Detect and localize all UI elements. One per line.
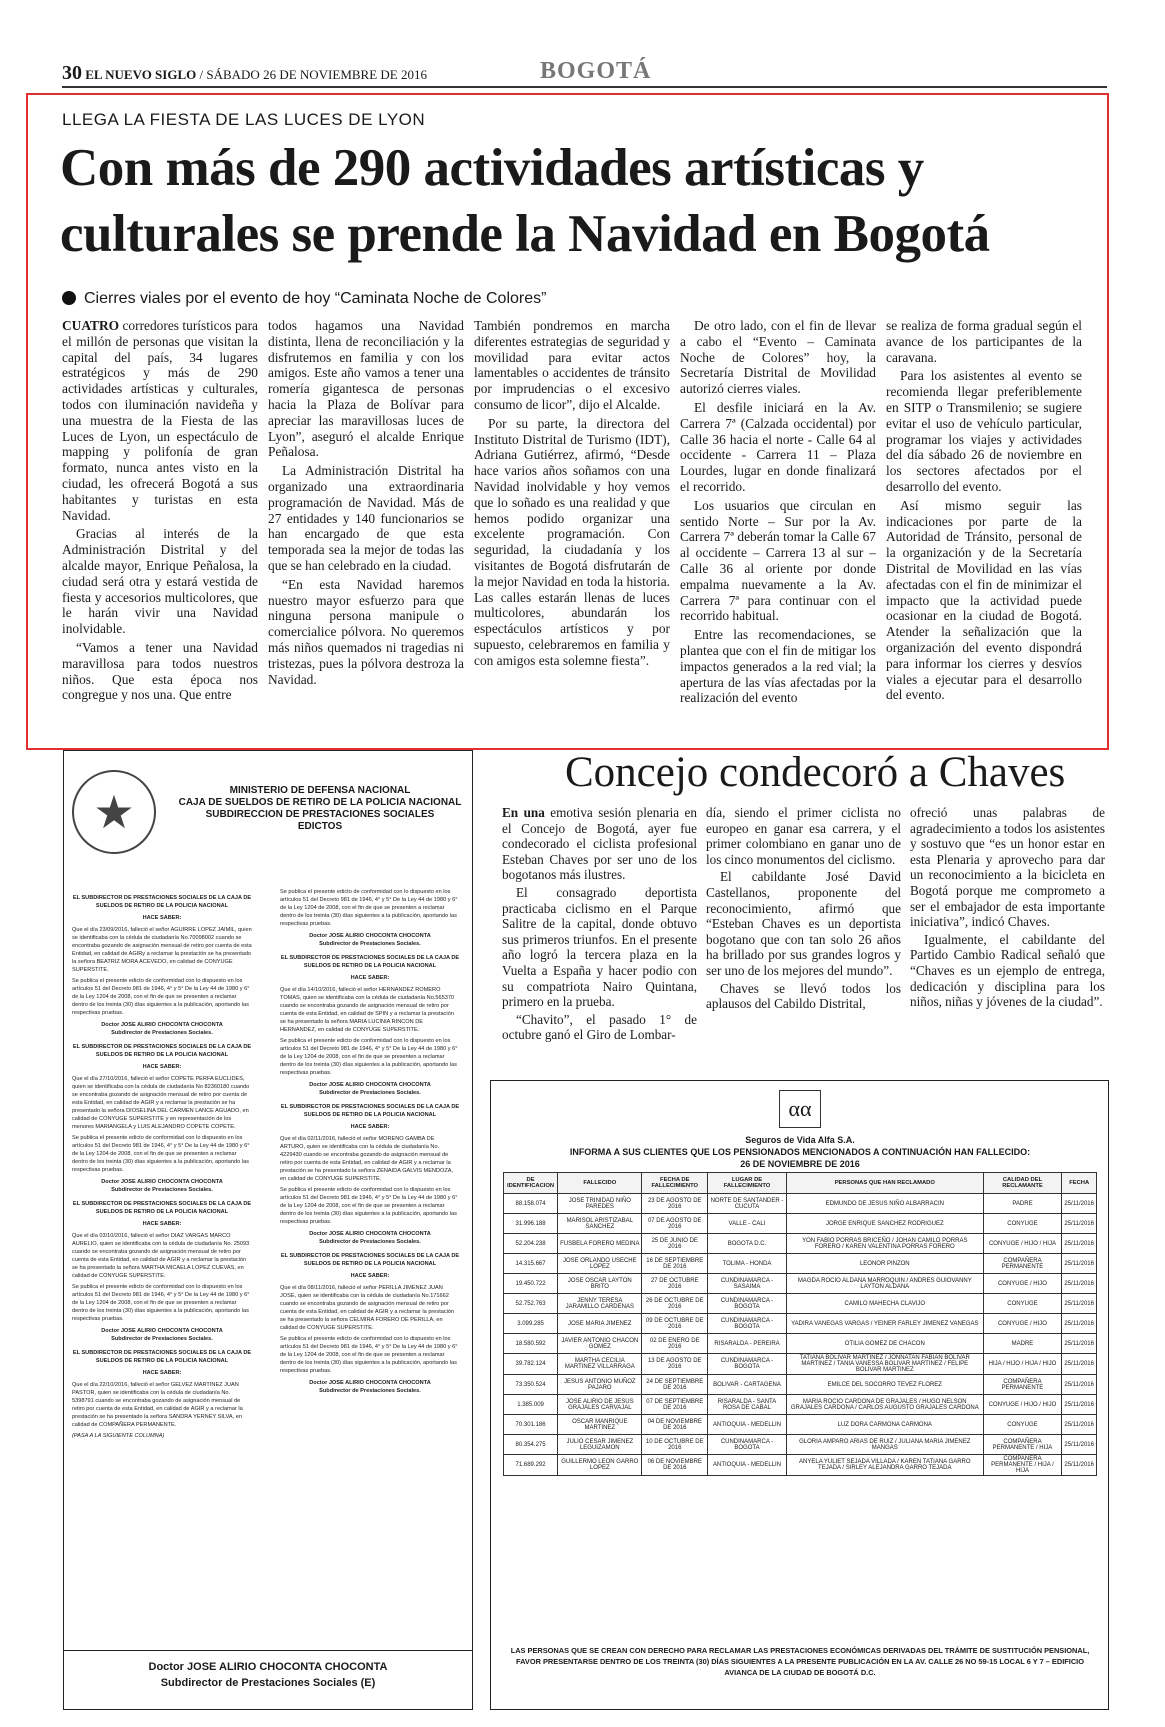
police-seal-icon: ★ — [72, 770, 156, 854]
table-cell: 25/11/2016 — [1062, 1194, 1097, 1214]
table-cell: CONYUGE / HIJO — [983, 1274, 1062, 1294]
table-cell: 25/11/2016 — [1062, 1214, 1097, 1234]
table-cell: 27 DE OCTUBRE 2016 — [642, 1274, 708, 1294]
table-cell: 3.099.285 — [504, 1314, 558, 1334]
table-cell: 71.689.292 — [504, 1455, 558, 1476]
table-cell: 25/11/2016 — [1062, 1254, 1097, 1274]
page-number: 30 — [62, 62, 82, 84]
edict-notice: Que el día 03/10/2016, falleció el señor DIAZ VARGAS MARCO AURELIO, quien se identificaba con la cédula de ciudadanía No. 25093 cuando se encontraba gozando de asignación mensual de retiro por cuenta de esta Entidad, en calidad de AGIR y a reclamar la prestación se ha presentado la señora MARTHA MICAELA LOPEZ CUEVAS, en calidad de CONYUGE SUPERSTITE. — [72, 1233, 250, 1279]
table-cell: JOSE MARIA JIMENEZ — [558, 1314, 642, 1334]
table-cell: CONYUGE / HIJO / HIJO — [983, 1395, 1062, 1415]
article-paragraph: De otro lado, con el fin de llevar a cabo el “Evento – Caminata Noche de Colores” hoy, la Secretaría Distrital de Movilidad autorizó cierres viales. — [680, 318, 876, 397]
table-cell: CONYUGE — [983, 1294, 1062, 1314]
table-cell: BOLIVAR - CARTAGENA — [708, 1375, 787, 1395]
table-row — [504, 1435, 1097, 1455]
table-cell: 24 DE SEPTIEMBRE DE 2016 — [642, 1375, 708, 1395]
masthead: EL NUEVO SIGLO — [85, 67, 197, 82]
table-cell: 25/11/2016 — [1062, 1234, 1097, 1254]
article-paragraph: Chaves se llevó todos los aplausos del Cabildo Distrital, — [706, 980, 901, 1012]
table-cell: 16 DE SEPTIEMBRE DE 2016 — [642, 1254, 708, 1274]
table-cell: 04 DE NOVIEMBRE DE 2016 — [642, 1415, 708, 1435]
article-kicker: LLEGA LA FIESTA DE LAS LUCES DE LYON — [62, 110, 426, 129]
edict-legal-text: Se publica el presente edicto de conformidad con lo dispuesto en los artículos 51 del Decreto 981 de 1946, 4° y 5° De la Ley 44 de 1980 y 6° de la Ley 1204 de 2008, con el fin de que se presenten a reclamar dentro de los treinta (30) días siguientes a la publicación, aportando las respectivas pruebas. — [280, 889, 458, 927]
table-cell: 13 DE AGOSTO DE 2016 — [642, 1354, 708, 1375]
table-header-cell: DE IDENTIFICACION — [504, 1173, 558, 1194]
article-paragraph: se realiza de forma gradual según el avance de los participantes de la caravana. — [886, 318, 1082, 365]
table-cell: RISARALDA - SANTA ROSA DE CABAL — [708, 1395, 787, 1415]
table-cell: 18.580.592 — [504, 1334, 558, 1354]
article-column-3 — [474, 318, 670, 672]
table-cell: 25/11/2016 — [1062, 1455, 1097, 1476]
next-column-note: (PASA A LA SIGUIENTE COLUMNA) — [72, 1433, 165, 1439]
insurance-header — [500, 1134, 1100, 1170]
table-cell: 25 DE JUNIO DE 2016 — [642, 1234, 708, 1254]
article-paragraph: Igualmente, el cabildante del Partido Cambio Radical señaló que “Chaves es un ejemplo de entrega, dedicación y disciplina para los niños, niñas y jóvenes de la ciudad”. — [910, 931, 1105, 1010]
table-row — [504, 1214, 1097, 1234]
table-cell: MARTHA CECILIA MARTINEZ VILLARRAGA — [558, 1354, 642, 1375]
table-row — [504, 1395, 1097, 1415]
edict-legal-text: Se publica el presente edicto de conformidad con lo dispuesto en los artículos 51 del Decreto 981 de 1946, 4° y 5° De la Ley 44 de 1980 y 6° de la Ley 1204 de 2008, con el fin de que se presenten a reclamar dentro de los treinta (30) días siguientes a la publicación, aportando las respectivas pruebas. — [72, 978, 250, 1016]
edict-notice: Que el día 27/10/2016, falleció el señor COPETE PERFA EUCLIDES, quien se identificaba con la cédula de ciudadanía No 82360180 cuando se encontraba gozando de asignación mensual de retiro por cuenta de esta Entidad, en calidad de AGIR y a reclamar la prestación se ha presentado la señora DIOSELINA DEL CARMEN LANCE AGUADO, en calidad de CONYUGE SUPERSTITE y en representación de los menores MARIANGELA y LUIS ALEJANDRO COPETE COPETE. — [72, 1076, 250, 1130]
article-paragraph: Los usuarios que circulan en sentido Norte – Sur por la Av. Carrera 7ª deberán tomar la Calle 67 al occidente – Carrera 13 al sur – Calle 36 al oriente por donde empalma nuevamente a la Av. Carrera 7ª para continuar con el recorrido habitual. — [680, 497, 876, 624]
table-cell: FUSBELA FORERO MEDINA — [558, 1234, 642, 1254]
insurance-company: Seguros de Vida Alfa S.A. — [745, 1135, 855, 1145]
table-cell: CONYUGE / HIJO / HIJA — [983, 1234, 1062, 1254]
section-title: BOGOTÁ — [540, 58, 652, 84]
table-cell: 19.450.722 — [504, 1274, 558, 1294]
article-paragraph: “Vamos a tener una Navidad maravillosa para todos nuestros niños. Que esta época nos congregue y nos una. Que entre — [62, 639, 258, 703]
article-column-5 — [886, 318, 1082, 706]
table-cell: 23 DE AGOSTO DE 2016 — [642, 1194, 708, 1214]
table-cell: 26 DE OCTUBRE DE 2016 — [642, 1294, 708, 1314]
table-cell: 25/11/2016 — [1062, 1314, 1097, 1334]
table-cell: JAVIER ANTONIO CHACON GOMEZ — [558, 1334, 642, 1354]
table-cell: EMILCE DEL SOCORRO TEVEZ FLOREZ — [786, 1375, 983, 1395]
table-cell: JULIO CESAR JIMENEZ LEGUIZAMON — [558, 1435, 642, 1455]
table-cell: 14.315.667 — [504, 1254, 558, 1274]
table-cell: JOSE OSCAR LAYTON BRITO — [558, 1274, 642, 1294]
table-cell: 80.354.275 — [504, 1435, 558, 1455]
edicts-signature: Doctor JOSE ALIRIO CHOCONTA CHOCONTA Subdirector de Prestaciones Sociales (E) — [64, 1650, 472, 1691]
table-cell: CONYUGE / HIJO — [983, 1314, 1062, 1334]
table-row — [504, 1254, 1097, 1274]
table-cell: CUNDINAMARCA - SASAIMA — [708, 1274, 787, 1294]
edicts-column-right: Se publica el presente edicto de conformidad con lo dispuesto en los artículos 51 del Decreto 981 de 1946, 4° y 5° De la Ley 44 de 1980 y 6° de la Ley 1204 de 2008, con el fin de que se presenten a reclamar dentro de los treinta (30) días siguientes a la publicación, aportando las respectivas pruebas. Doctor JOSE ALIRIO CHOCONTA CHOCONTA Subdirector de Prestaciones Sociales. EL SUBDIRECTOR DE PRESTACIONES SOCIALES DE LA CAJA DE SUELDOS DE RETIRO DE LA POLICIA NACIONAL HACE SABER: Que el día 14/10/2016, falleció el señor HERNANDEZ ROMERO TOMAS, quien se identificaba con la cédula de ciudadanía No.565370 cuando se encontraba gozando de asignación mensual de retiro por cuenta de esta Entidad, en calidad de SPIN y a reclamar la prestación se ha presentado la señora MARIA LUCINIA RINCON DE HERNANDEZ, en calidad de CONYUGE SUPERSTITE. Se publica el presente edicto de conformidad con lo dispuesto en los artículos 51 del Decreto 981 de 1946, 4° y 5° De la Ley 44 de 1980 y 6° de la Ley 1204 de 2008, con el fin de que se presenten a reclamar dentro de los treinta (30) días siguientes a la publicación, aportando las respectivas pruebas. Doctor JOSE ALIRIO CHOCONTA CHOCONTA Subdirector de Prestaciones Sociales. EL SUBDIRECTOR DE PRESTACIONES SOCIALES DE LA CAJA DE SUELDOS DE RETIRO DE LA POLICIA NACIONAL HACE SABER: Que el día 02/11/2016, falleció el señor MORENO GAMBA DE ARTURO, quien se identificaba con la cédula de ciudadanía No. 4229430 cuando se encontraba gozando de asignación mensual de retiro por cuenta de esta Entidad, en calidad de AGIR y a reclamar la prestación se ha presentado la señora ZENAIDA GALVIS MENDOZA, en calidad de CONYUGE SUPERSTITE. Se publica el presente edicto de conformidad con lo dispuesto en los artículos 51 del Decreto 981 de 1946, 4° y 5° De la Ley 44 de 1980 y 6° de la Ley 1204 de 2008, con el fin de que se presenten a reclamar dentro de los treinta (30) días siguientes a la publicación, aportando las respectivas pruebas. Doctor JOSE ALIRIO CHOCONTA CHOCONTA Subdirector de Prestaciones Sociales. EL SUBDIRECTOR DE PRESTACIONES SOCIALES DE LA CAJA DE SUELDOS DE RETIRO DE LA POLICIA NACIONAL HACE SABER: Que el día 08/11/2016, falleció el señor PERILLA JIMENEZ JUAN JOSE, quien se identificaba con la cédula de ciudadanía No.171662 cuando se encontraba gozando de asignación mensual de retiro por cuenta de esta Entidad, en calidad de AGIR y a reclamar la prestación se ha presentado la señora CELMIRA FORERO DE PERILLA, en calidad de CONYUGE SUPERSTITE. Se publica el presente edicto de conformidad con lo dispuesto en los artículos 51 del Decreto 981 de 1946, 4° y 5° De la Ley 44 de 1980 y 6° de la Ley 1204 de 2008, con el fin de que se presenten a reclamar dentro de los treinta (30) días siguientes a la publicación, aportando las respectivas pruebas. Doctor JOSE ALIRIO CHOCONTA CHOCONTA Subdirector de Prestaciones Sociales. — [280, 889, 460, 1394]
table-cell: 88.158.074 — [504, 1194, 558, 1214]
article-paragraph: todos hagamos una Navidad distinta, llena de reconciliación y la disfrutemos en familia y con los amigos. Este año vamos a tener una romería gigantesca de personas hacia la Plaza de Bolívar para apreciar las maravillosas luces de Lyon”, aseguró el alcalde Enrique Peñalosa. — [268, 318, 464, 460]
article-paragraph: ofreció unas palabras de agradecimiento a todos los asistentes y sostuvo que “es un honor estar en esta Plenaria y aprovecho para dar un reconocimiento a la bicicleta en Bogotá porque me comprometo a ser el embajador de esta importante iniciativa”, indicó Chaves. — [910, 805, 1105, 930]
edict-legal-text: Se publica el presente edicto de conformidad con lo dispuesto en los artículos 51 del Decreto 981 de 1946, 4° y 5° De la Ley 44 de 1980 y 6° de la Ley 1204 de 2008, con el fin de que se presenten a reclamar dentro de los treinta (30) días siguientes a la publicación, aportando las respectivas pruebas. — [280, 1336, 458, 1374]
table-cell: 31.996.188 — [504, 1214, 558, 1234]
table-cell: MADRE — [983, 1334, 1062, 1354]
table-row — [504, 1455, 1097, 1476]
table-header-cell: CALIDAD DEL RECLAMANTE — [983, 1173, 1062, 1194]
table-header-cell: PERSONAS QUE HAN RECLAMADO — [786, 1173, 983, 1194]
table-cell: NORTE DE SANTANDER - CUCUTA — [708, 1194, 787, 1214]
table-cell: 25/11/2016 — [1062, 1354, 1097, 1375]
chaves-column-1 — [502, 805, 697, 1045]
table-cell: COMPAÑERA PERMANENTE / HIJA / HIJA — [983, 1455, 1062, 1476]
table-cell: CONYUGE — [983, 1415, 1062, 1435]
table-cell: 09 DE OCTUBRE DE 2016 — [642, 1314, 708, 1334]
table-row — [504, 1274, 1097, 1294]
table-cell: 70.301.186 — [504, 1415, 558, 1435]
article-paragraph: El cabildante José David Castellanos, proponente del reconocimiento, afirmó que “Esteban Chaves es un deportista bogotano que con tan solo 26 años ha brillado por sus grandes logros y ser uno de los mejores del mundo”. — [706, 869, 901, 978]
table-cell: 02 DE ENERO DE 2016 — [642, 1334, 708, 1354]
edict-notice: Que el día 14/10/2016, falleció el señor HERNANDEZ ROMERO TOMAS, quien se identificaba con la cédula de ciudadanía No.565370 cuando se encontraba gozando de asignación mensual de retiro por cuenta de esta Entidad, en calidad de SPIN y a reclamar la prestación se ha presentado la señora MARIA LUCINIA RINCON DE HERNANDEZ, en calidad de CONYUGE SUPERSTITE. — [280, 987, 455, 1033]
article-paragraph: También pondremos en marcha diferentes estrategias de seguridad y movilidad para evitar actos lamentables o accidentes de tránsito por imprudencias o el excesivo consumo de licor”, dijo el Alcalde. — [474, 318, 670, 412]
table-cell: LEONOR PINZON — [786, 1254, 983, 1274]
table-row — [504, 1354, 1097, 1375]
table-cell: ANTIOQUIA - MEDELLIN — [708, 1415, 787, 1435]
table-cell: 25/11/2016 — [1062, 1334, 1097, 1354]
insurance-footer: LAS PERSONAS QUE SE CREAN CON DERECHO PARA RECLAMAR LAS PRESTACIONES ECONÓMICAS DERIVADAS DEL TRÁMITE DE SUSTITUCIÓN PENSIONAL, FAVOR PRESENTARSE DENTRO DE LOS TREINTA (30) DÍAS SIGUIENTES A LA PRESENTE PUBLICACIÓN EN LA AV. CALLE 26 NO 59-15 LOCAL 6 Y 7 – EDIFICIO AVIANCA DE LA CIUDAD DE BOGOTÁ D.C. — [510, 1646, 1090, 1677]
table-cell: JOSE ALIRIO DE JESUS GRAJALES CARVAJAL — [558, 1395, 642, 1415]
table-header-cell: FECHA DE FALLECIMIENTO — [642, 1173, 708, 1194]
article-paragraph: Para los asistentes al evento se recomienda llegar preferiblemente en SITP o Transmilenio; se sugiere evitar el uso de vehículo particular, programar los viajes y actividades del día sábado 26 de noviembre en los sectores afectados por el desarrollo del evento. — [886, 368, 1082, 494]
table-cell: YON FABIO PORRAS BRICEÑO / JOHAN CAMILO PORRAS FORERO / KAREN VALENTINA PORRAS FORERO — [786, 1234, 983, 1254]
table-row — [504, 1334, 1097, 1354]
table-cell: 25/11/2016 — [1062, 1415, 1097, 1435]
table-cell: 07 DE AGOSTO DE 2016 — [642, 1214, 708, 1234]
edict-legal-text: Se publica el presente edicto de conformidad con lo dispuesto en los artículos 51 del Decreto 981 de 1946, 4° y 5° De la Ley 44 de 1980 y 6° de la Ley 1204 de 2008, con el fin de que se presenten a reclamar dentro de los treinta (30) días siguientes a la publicación, aportando las respectivas pruebas. — [72, 1284, 250, 1322]
table-cell: OSCAR MANRIQUE MARTINEZ — [558, 1415, 642, 1435]
table-row — [504, 1314, 1097, 1334]
edict-legal-text: Se publica el presente edicto de conformidad con lo dispuesto en los artículos 51 del Decreto 981 de 1946, 4° y 5° De la Ley 44 de 1980 y 6° de la Ley 1204 de 2008, con el fin de que se presenten a reclamar dentro de los treinta (30) días siguientes a la publicación, aportando las respectivas pruebas. — [280, 1187, 458, 1225]
table-cell: LUZ DORA CARMONA CARMONA — [786, 1415, 983, 1435]
table-cell: 25/11/2016 — [1062, 1294, 1097, 1314]
article-paragraph: “En esta Navidad haremos nuestro mayor esfuerzo para que ninguna persona manipule o comercialice pólvora. No queremos más niños quemados ni tragedias ni tristezas, pues la pólvora destroza la Navidad. — [268, 576, 464, 687]
table-cell: 1.385.009 — [504, 1395, 558, 1415]
table-cell: MARISOL ARISTIZABAL SANCHEZ — [558, 1214, 642, 1234]
table-cell: 25/11/2016 — [1062, 1435, 1097, 1455]
table-cell: PADRE — [983, 1194, 1062, 1214]
table-cell: GUILLERMO LEON GARRO LOPEZ — [558, 1455, 642, 1476]
page-folio — [62, 62, 427, 85]
table-row — [504, 1294, 1097, 1314]
lead-word: CUATRO — [62, 318, 120, 333]
table-cell: GLORIA AMPARO ARIAS DE RUIZ / JULIANA MARIA JIMENEZ MANGAS — [786, 1435, 983, 1455]
article-column-2 — [268, 318, 464, 690]
table-cell: CUNDINAMARCA - BOGOTA — [708, 1294, 787, 1314]
table-row — [504, 1234, 1097, 1254]
table-cell: 73.350.524 — [504, 1375, 558, 1395]
table-row — [504, 1194, 1097, 1214]
article-paragraph: CUATRO corredores turísticos para el millón de personas que visitan la capital del país, 34 lugares estratégicos y más de 290 actividades artísticas y culturales, todos con iluminación navideña y una muestra de la Fiesta de las Luces de Lyon, un espectáculo de mapping y polifonía de gran formato, nunca antes visto en la ciudad, les ofrecerá Bogotá a sus habitantes y turistas en esta Navidad. — [62, 318, 258, 523]
table-cell: 25/11/2016 — [1062, 1395, 1097, 1415]
article-paragraph: Por su parte, la directora del Instituto Distrital de Turismo (IDT), Adriana Gutiérrez, afirmó, “Desde hace varios años soñamos con una Navidad inolvidable y hoy vemos que lo soñado es una realidad y que hemos podido organizar una excelente programación. Con seguridad, la ciudadanía y los visitantes de Bogotá disfrutarán de la mejor Navidad en toda la historia. Las calles estarán llenas de luces multicolores, abundarán los espectáculos artísticos y por supuesto, celebraremos en familia y con amigos esta solemne fiesta”. — [474, 415, 670, 668]
table-header-cell: FALLECIDO — [558, 1173, 642, 1194]
table-cell: 10 DE OCTUBRE DE 2016 — [642, 1435, 708, 1455]
bullet-icon — [62, 291, 76, 305]
table-cell: OTILIA GOMEZ DE CHACON — [786, 1334, 983, 1354]
table-cell: TATIANA BOLIVAR MARTINEZ / JONNATAN FABIAN BOLIVAR MARTINEZ / TANIA VANESSA BOLIVAR MARTINEZ / FELIPE BOLIVAR MARTINEZ — [786, 1354, 983, 1375]
table-cell: VALLE - CALI — [708, 1214, 787, 1234]
edict-notice: Que el día 02/11/2016, falleció el señor MORENO GAMBA DE ARTURO, quien se identificaba con la cédula de ciudadanía No. 4229430 cuando se encontraba gozando de asignación mensual de retiro por cuenta de esta Entidad, en calidad de AGIR y a reclamar la prestación se ha presentado la señora ZENAIDA GALVIS MENDOZA, en calidad de CONYUGE SUPERSTITE. — [280, 1136, 454, 1182]
article-column-1 — [62, 318, 258, 706]
article-paragraph: El consagrado deportista practicaba ciclismo en el Parque Salitre de la capital, donde obtuvo sus primeros triunfos. En el presente año logró la tercera plaza en la Vuelta a España y hacer podio con su compatriota Nairo Quintana, primero en la prueba. — [502, 884, 697, 1010]
article-headline: Con más de 290 actividades artísticas y culturales se prende la Navidad en Bogotá — [60, 139, 990, 263]
table-cell: CUNDINAMARCA - BOGOTA — [708, 1435, 787, 1455]
table-cell: EDMUNDO DE JESUS NIÑO ALBARRACIN — [786, 1194, 983, 1214]
table-cell: JORGE ENRIQUE SANCHEZ RODRIGUEZ — [786, 1214, 983, 1234]
table-cell: CAMILO MAHECHA CLAVIJO — [786, 1294, 983, 1314]
chaves-column-2 — [706, 805, 901, 1014]
table-cell: COMPAÑERA PERMANENTE / HIJA — [983, 1435, 1062, 1455]
article-paragraph: Gracias al interés de la Administración Distrital y del alcalde mayor, Enrique Peñalosa, la ciudad será otra y estará vestida de fiesta y accesorios multicolores, que le harán vivir una Navidad inolvidable. — [62, 526, 258, 637]
table-cell: TOLIMA - HONDA — [708, 1254, 787, 1274]
table-cell: CUNDINAMARCA - BOGOTA — [708, 1354, 787, 1375]
table-cell: ANYELA YULIET SEJADA VILLADA / KAREN TATIANA GARRO TEJADA / SIRLEY ALEJANDRA GARRO TEJADA — [786, 1455, 983, 1476]
table-cell: 25/11/2016 — [1062, 1375, 1097, 1395]
table-cell: MARIA ROCIO CARDONA DE GRAJALES / HUGO NELSON GRAJALES CARDONA / CARLOS AUGUSTO GRAJALES CARDONA — [786, 1395, 983, 1415]
edicts-column-left: EL SUBDIRECTOR DE PRESTACIONES SOCIALES DE LA CAJA DE SUELDOS DE RETIRO DE LA POLICIA NACIONAL HACE SABER: Que el día 23/09/2016, falleció el señor AGUIRRE LOPEZ JAIMIL, quien se identificaba con la cédula de ciudadanía No.70098002 cuando se encontraba gozando de asignación mensual de retiro por cuenta de esta Entidad, en calidad de AGIRy a reclamar la prestación se ha presentado la señora BEATRIZ MORA ACEVEDO, en calidad de CONYUGE SUPERSTITE. Se publica el presente edicto de conformidad con lo dispuesto en los artículos 51 del Decreto 981 de 1946, 4° y 5° De la Ley 44 de 1980 y 6° de la Ley 1204 de 2008, con el fin de que se presenten a reclamar dentro de los treinta (30) días siguientes a la publicación, aportando las respectivas pruebas. Doctor JOSE ALIRIO CHOCONTA CHOCONTA Subdirector de Prestaciones Sociales. EL SUBDIRECTOR DE PRESTACIONES SOCIALES DE LA CAJA DE SUELDOS DE RETIRO DE LA POLICIA NACIONAL HACE SABER: Que el día 27/10/2016, falleció el señor COPETE PERFA EUCLIDES, quien se identificaba con la cédula de ciudadanía No 82360180 cuando se encontraba gozando de asignación mensual de retiro por cuenta de esta Entidad, en calidad de AGIR y a reclamar la prestación se ha presentado la señora DIOSELINA DEL CARMEN LANCE AGUADO, en calidad de CONYUGE SUPERSTITE y en representación de los menores MARIANGELA y LUIS ALEJANDRO COPETE COPETE. Se publica el presente edicto de conformidad con lo dispuesto en los artículos 51 del Decreto 981 de 1946, 4° y 5° De la Ley 44 de 1980 y 6° de la Ley 1204 de 2008, con el fin de que se presenten a reclamar dentro de los treinta (30) días siguientes a la publicación, aportando las respectivas pruebas. Doctor JOSE ALIRIO CHOCONTA CHOCONTA Subdirector de Prestaciones Sociales. EL SUBDIRECTOR DE PRESTACIONES SOCIALES DE LA CAJA DE SUELDOS DE RETIRO DE LA POLICIA NACIONAL HACE SABER: Que el día 03/10/2016, falleció el señor DIAZ VARGAS MARCO AURELIO, quien se identificaba con la cédula de ciudadanía No. 25093 cuando se encontraba gozando de asignación mensual de retiro por cuenta de esta Entidad, en calidad de AGIR y a reclamar la prestación se ha presentado la señora MARTHA MICAELA LOPEZ CUEVAS, en calidad de CONYUGE SUPERSTITE. Se publica el presente edicto de conformidad con lo dispuesto en los artículos 51 del Decreto 981 de 1946, 4° y 5° De la Ley 44 de 1980 y 6° de la Ley 1204 de 2008, con el fin de que se presenten a reclamar dentro de los treinta (30) días siguientes a la publicación, aportando las respectivas pruebas. Doctor JOSE ALIRIO CHOCONTA CHOCONTA Subdirector de Prestaciones Sociales. EL SUBDIRECTOR DE PRESTACIONES SOCIALES DE LA CAJA DE SUELDOS DE RETIRO DE LA POLICIA NACIONAL HACE SABER: Que el día 22/10/2016, falleció el señor GELVEZ MARTINEZ JUAN PASTOR, quien se identificaba con la cédula de ciudadanía No. 5398791 cuando se encontraba gozando de asignación mensual de retiro por cuenta de esta Entidad, en calidad de AGIR y a reclamar la prestación se ha presentado la señora SANDRA YERNEY SILVA, en calidad de COMPAÑERA PERMANENTE. (PASA A LA SIGUIENTE COLUMNA) — [72, 895, 252, 1439]
issue-date: / SÁBADO 26 DE NOVIEMBRE DE 2016 — [199, 67, 427, 82]
table-cell: 39.782.124 — [504, 1354, 558, 1375]
table-cell: CONYUGE — [983, 1214, 1062, 1234]
article-paragraph: Entre las recomendaciones, se plantea que con el fin de mitigar los impactos generados a la red vial; la apertura de las vías afectadas por la realización del evento — [680, 627, 876, 706]
table-cell: 52.204.238 — [504, 1234, 558, 1254]
article-paragraph: En una emotiva sesión plenaria en el Concejo de Bogotá, ayer fue condecorado el ciclista profesional Esteban Chaves por ser uno de los bogotanos más ilustres. — [502, 805, 697, 883]
edict-legal-text: Se publica el presente edicto de conformidad con lo dispuesto en los artículos 51 del Decreto 981 de 1946, 4° y 5° De la Ley 44 de 1980 y 6° de la Ley 1204 de 2008, con el fin de que se presenten a reclamar dentro de los treinta (30) días siguientes a la publicación, aportando las respectivas pruebas. — [280, 1038, 458, 1076]
deck-text: Cierres viales por el evento de hoy “Caminata Noche de Colores” — [84, 290, 547, 307]
table-cell: COMPAÑERA PERMANENTE — [983, 1375, 1062, 1395]
table-cell: 07 DE SEPTIEMBRE DE 2016 — [642, 1395, 708, 1415]
edict-notice: Que el día 08/11/2016, falleció el señor PERILLA JIMENEZ JUAN JOSE, quien se identificaba con la cédula de ciudadanía No.171662 cuando se encontraba gozando de asignación mensual de retiro por cuenta de esta Entidad, en calidad de AGIR y a reclamar la prestación se ha presentado la señora CELMIRA FORERO DE PERILLA, en calidad de CONYUGE SUPERSTITE. — [280, 1285, 455, 1331]
table-cell: CUNDINAMARCA - BOGOTA — [708, 1314, 787, 1334]
table-cell: MAGDA ROCIO ALDANA MARROQUIN / ANDRES GUIOVANNY LAYTON ALDANA — [786, 1274, 983, 1294]
table-cell: ANTIOQUIA - MEDELLIN — [708, 1455, 787, 1476]
table-row — [504, 1415, 1097, 1435]
table-cell: YADIRA VANEGAS VARGAS / YEINER FARLEY JIMENEZ VANEGAS — [786, 1314, 983, 1334]
alfa-logo-icon: αα — [779, 1090, 821, 1128]
header-rule — [62, 86, 1107, 88]
table-cell: HIJA / HIJO / HIJA / HIJO — [983, 1354, 1062, 1375]
table-cell: JOSE ORLANDO USECHE LOPEZ — [558, 1254, 642, 1274]
chaves-headline: Concejo condecoró a Chaves — [565, 749, 1066, 796]
edict-legal-text: Se publica el presente edicto de conformidad con lo dispuesto en los artículos 51 del Decreto 981 de 1946, 4° y 5° De la Ley 44 de 1980 y 6° de la Ley 1204 de 2008, con el fin de que se presenten a reclamar dentro de los treinta (30) días siguientes a la publicación, aportando las respectivas pruebas. — [72, 1135, 250, 1173]
article-paragraph: “Chavito”, el pasado 1° de octubre ganó el Giro de Lombar- — [502, 1011, 697, 1043]
insurance-notice: INFORMA A SUS CLIENTES QUE LOS PENSIONADOS MENCIONADOS A CONTINUACIÓN HAN FALLECIDO: — [569, 1147, 1031, 1157]
edict-notice: Que el día 23/09/2016, falleció el señor AGUIRRE LOPEZ JAIMIL, quien se identificaba con la cédula de ciudadanía No.70098002 cuando se encontraba gozando de asignación mensual de retiro por cuenta de esta Entidad, en calidad de AGIRy a reclamar la prestación se ha presentado la señora BEATRIZ MORA ACEVEDO, en calidad de CONYUGE SUPERSTITE. — [72, 927, 252, 973]
table-row — [504, 1375, 1097, 1395]
table-cell: RISARALDA - PEREIRA — [708, 1334, 787, 1354]
table-cell: 06 DE NOVIEMBRE DE 2016 — [642, 1455, 708, 1476]
table-cell: JESUS ANTONIO MUÑOZ PAJARO — [558, 1375, 642, 1395]
table-cell: JENNY TERESA JARAMILLO CARDENAS — [558, 1294, 642, 1314]
chaves-column-3 — [910, 805, 1105, 1012]
article-paragraph: día, siendo el primer ciclista no europeo en ganar esa carrera, y el primer colombiano en ganar uno de los cinco monumentos del ciclismo. — [706, 805, 901, 867]
table-header-cell: FECHA — [1062, 1173, 1097, 1194]
table-cell: BOGOTA D.C. — [708, 1234, 787, 1254]
table-cell: 25/11/2016 — [1062, 1274, 1097, 1294]
insurance-date: 26 DE NOVIEMBRE DE 2016 — [740, 1159, 860, 1169]
table-cell: 52.752.763 — [504, 1294, 558, 1314]
article-column-4 — [680, 318, 876, 709]
deceased-pensioners-table — [503, 1172, 1097, 1476]
article-paragraph: El desfile iniciará en la Av. Carrera 7ª (Calzada occidental) por Calle 36 hacia el norte - Calle 64 al occidente - Carrera 11 – Plaza Lourdes, lugar en donde finalizará el recorrido. — [680, 399, 876, 494]
table-cell: JOSE TRINIDAD NIÑO PAREDES — [558, 1194, 642, 1214]
table-header-cell: LUGAR DE FALLECIMIENTO — [708, 1173, 787, 1194]
article-paragraph: Así mismo seguir las indicaciones por parte de la Autoridad de Tránsito, personal de la organización y de la Secretaría Distrital de Movilidad en las vías afectadas con el fin de minimizar el impacto que la actividad puede ocasionar en la ciudad de Bogotá. Atender la señalización que la organización del evento dispondrá para informar los cierres y desvíos viales a ejecutar para el desarrollo del evento. — [886, 497, 1082, 703]
edict-notice: Que el día 22/10/2016, falleció el señor GELVEZ MARTINEZ JUAN PASTOR, quien se identificaba con la cédula de ciudadanía No. 5398791 cuando se encontraba gozando de asignación mensual de retiro por cuenta de esta Entidad, en calidad de AGIR y a reclamar la prestación se ha presentado la señora SANDRA YERNEY SILVA, en calidad de COMPAÑERA PERMANENTE. — [72, 1382, 243, 1428]
edicts-header: MINISTERIO DE DEFENSA NACIONAL CAJA DE SUELDOS DE RETIRO DE LA POLICIA NACIONAL SUBDIRECCION DE PRESTACIONES SOCIALES EDICTOS — [178, 785, 462, 832]
article-deck — [62, 290, 546, 308]
table-cell: COMPAÑERA PERMANENTE — [983, 1254, 1062, 1274]
article-paragraph: La Administración Distrital ha organizado una extraordinaria programación de Navidad. Más de 27 entidades y 140 funcionarios se han encargado de que esta temporada sea la mejor de todas las que se han celebrado en la ciudad. — [268, 463, 464, 573]
